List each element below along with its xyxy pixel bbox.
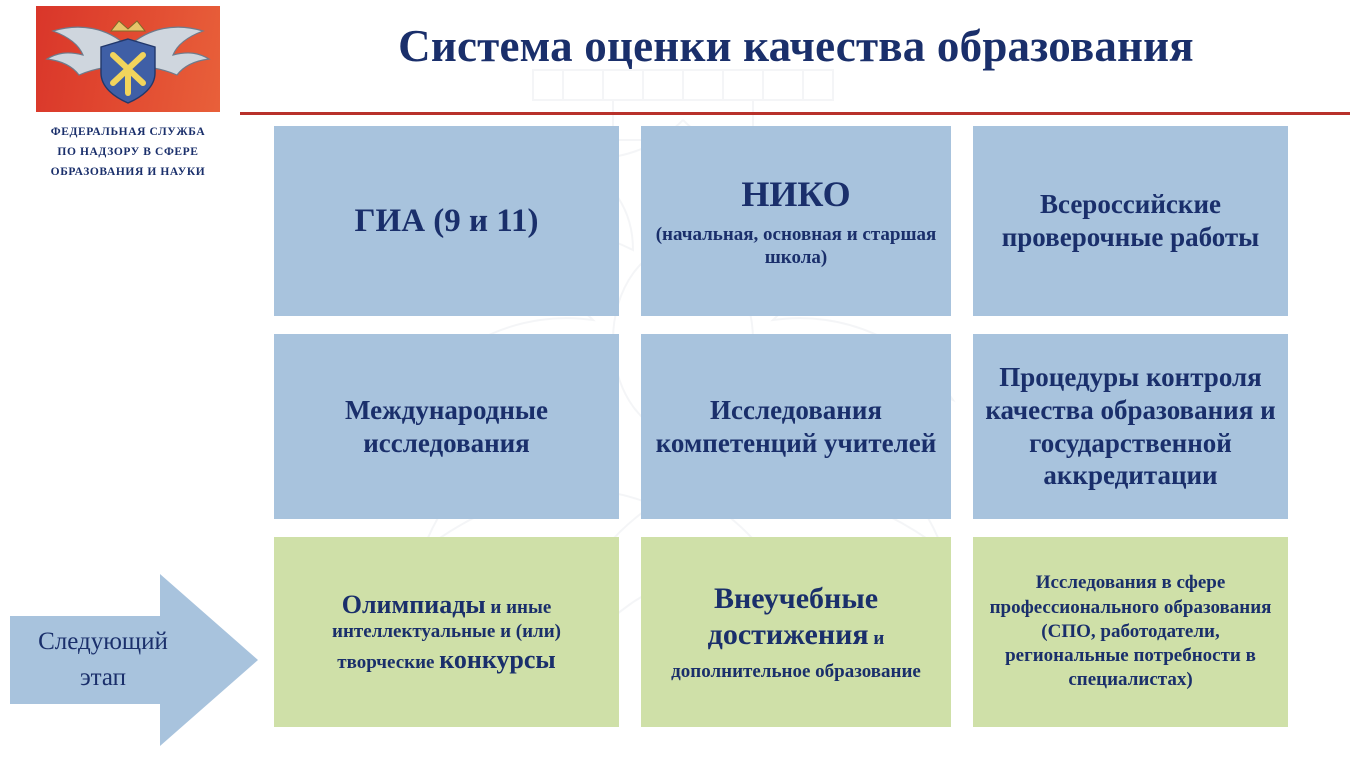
logo-flag (36, 6, 220, 112)
box-extracurricular[interactable] (641, 537, 951, 727)
logo-caption-line-3: ОБРАЗОВАНИЯ И НАУКИ (50, 166, 206, 179)
box-niko-subtitle: (начальная, основная и старшая школа) (655, 223, 937, 268)
box-quality-control[interactable] (973, 334, 1288, 519)
box-gia[interactable] (274, 126, 619, 316)
logo-caption (36, 122, 220, 182)
box-olympiads[interactable] (274, 537, 619, 727)
box-quality-control-title: Процедуры контроля качества образования и государственной аккредитации (985, 361, 1276, 491)
logo-block (36, 6, 220, 182)
box-vpr[interactable] (973, 126, 1288, 316)
box-extracurricular-title-conj: и (868, 628, 885, 650)
box-niko-title: НИКО (741, 173, 851, 214)
rosobrnadzor-emblem-icon (43, 11, 213, 107)
box-extracurricular-title-lead: Внеучебные достижения (707, 581, 879, 652)
next-step-arrow (10, 566, 262, 754)
title-divider (240, 112, 1350, 115)
box-olympiads-title-tail: конкурсы (439, 644, 556, 674)
box-international-research-title: Международные исследования (345, 394, 548, 458)
box-extracurricular-subtitle: дополнительное образование (671, 661, 921, 682)
box-international-research[interactable] (274, 334, 619, 519)
box-vocational-research-title: Исследования в сфере профессионального образования (СПО, работодатели, региональные потребности в специалистах) (989, 572, 1272, 691)
page-title: Система оценки качества образования (398, 21, 1194, 71)
box-teacher-competence-title: Исследования компетенций учителей (655, 394, 937, 458)
logo-caption-line-2: ПО НАДЗОРУ В СФЕРЕ (57, 146, 199, 159)
qa-system-grid (274, 126, 1292, 727)
box-olympiads-title-lead: Олимпиады (341, 589, 486, 619)
box-teacher-competence[interactable] (641, 334, 951, 519)
logo-caption-line-1: ФЕДЕРАЛЬНАЯ СЛУЖБА (50, 126, 206, 138)
box-vocational-research[interactable] (973, 537, 1288, 727)
box-olympiads-title-mid: и иные интеллектуальные и (или) творческие (332, 596, 561, 673)
box-vpr-title: Всероссийские проверочные работы (1001, 189, 1260, 252)
next-step-label: Следующий этап (38, 628, 168, 692)
box-gia-title: ГИА (9 и 11) (354, 202, 539, 239)
box-niko[interactable] (641, 126, 951, 316)
